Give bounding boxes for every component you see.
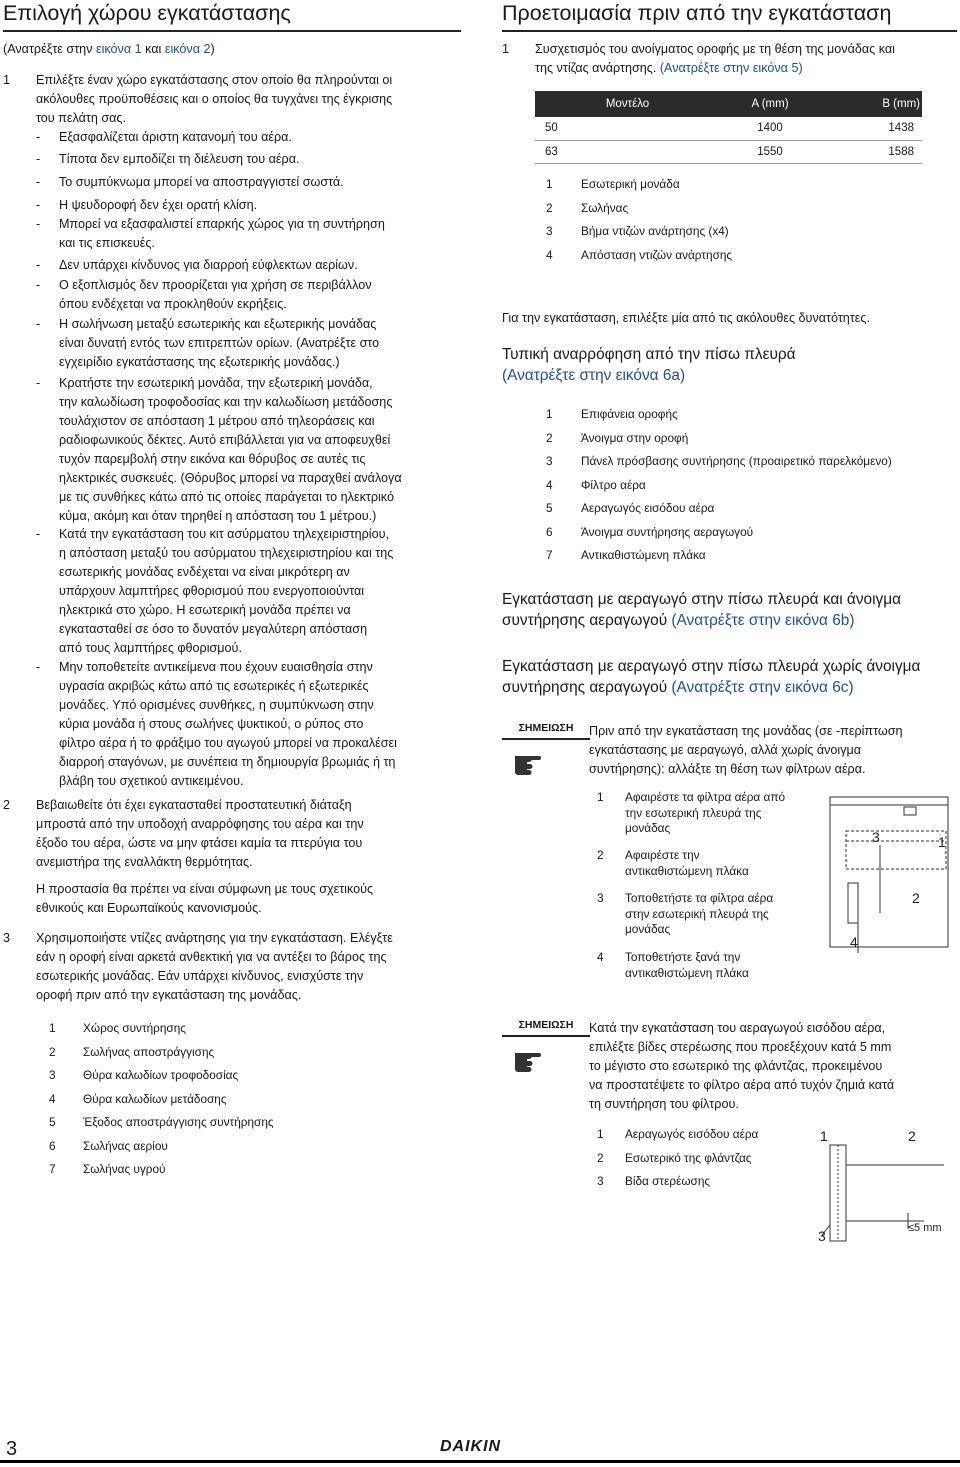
bullet-line: η απόσταση μεταξύ του ασύρματου τηλεχειριστηρίου και της bbox=[59, 546, 394, 560]
note-line: εγκατάστασης με αεραγωγό, αλλά χωρίς άνοιγμα bbox=[589, 743, 862, 757]
figure-6a-link[interactable]: (Ανατρέξτε στην εικόνα 6a) bbox=[502, 367, 686, 384]
step-line: Τοποθετήστε ξανά την bbox=[625, 950, 741, 964]
figure-callout: 1 bbox=[938, 834, 946, 850]
bullet-line: ηλεκτρικά στο χώρο. Η εσωτερική μονάδα πρέπει να bbox=[59, 603, 351, 617]
step-line: αντικαθιστώμενη πλάκα bbox=[625, 965, 749, 980]
item-2-line: Βεβαιωθείτε ότι έχει εγκατασταθεί προστατευτική διάταξη bbox=[36, 798, 352, 812]
legend-number: 6 bbox=[49, 1138, 56, 1153]
bullet-line: Τίποτα δεν εμποδίζει τη διέλευση του αέρα. bbox=[59, 152, 300, 166]
bullet-dash: - bbox=[36, 376, 41, 390]
note-1-text bbox=[589, 722, 957, 779]
figure-callout: 2 bbox=[912, 890, 920, 906]
item-number: 1 bbox=[3, 73, 11, 87]
item-number: 3 bbox=[3, 931, 11, 945]
legend-text: Αεραγωγός εισόδου αέρα bbox=[625, 1127, 759, 1141]
bullet-line: διαρροή σταγόνων, με συνέπεια τη δημιουργία βρωμιάς ή τη bbox=[59, 755, 396, 769]
option-duct-with-service-opening: Εγκατάσταση με αεραγωγό στην πίσω πλευρά και άνοιγμα συντήρησης αεραγωγού (Ανατρέξτε στην εικόνα 6b) bbox=[502, 591, 901, 629]
item-3-line: Χρησιμοποιήστε ντίζες ανάρτησης για την εγκατάσταση. Ελέγξτε bbox=[36, 931, 393, 945]
note-label: ΣΗΜΕΙΩΣΗ bbox=[502, 1019, 590, 1037]
legend-number: 7 bbox=[49, 1162, 56, 1176]
right-item-1-line: Συσχετισμός του ανοίγματος οροφής με τη θέση της μονάδας και bbox=[535, 42, 895, 56]
page-number: 3 bbox=[6, 1438, 18, 1460]
bullet-line: μονάδες. Υπό ορισμένες συνθήκες, η συμπύκνωση στην bbox=[59, 698, 374, 712]
legend-text: Φίλτρο αέρα bbox=[581, 477, 646, 492]
bullet-dash: - bbox=[36, 217, 41, 231]
legend-number: 2 bbox=[546, 200, 553, 215]
figure-callout: 2 bbox=[908, 1128, 916, 1144]
bullet-dash: - bbox=[36, 527, 41, 541]
legend-item bbox=[546, 474, 956, 498]
section-title-installation-site: Επιλογή χώρου εγκατάστασης bbox=[3, 0, 461, 32]
footer-rule bbox=[0, 1460, 960, 1463]
figure-1-link[interactable]: εικόνα 1 bbox=[95, 42, 142, 56]
figure-legend-left bbox=[49, 1017, 349, 1182]
note-2-legend bbox=[597, 1120, 797, 1191]
bullet-line: Μπορεί να εξασφαλιστεί επαρκής χώρος για τη συντήρηση bbox=[59, 217, 385, 231]
intro-reference: (Ανατρέξτε στην εικόνα 1 και εικόνα 2) bbox=[3, 42, 215, 56]
legend-item bbox=[546, 544, 956, 568]
bullet-line: ραδιοφωνικούς δέκτες. Αυτό επιβάλλεται για να αποφευχθεί bbox=[59, 433, 391, 447]
bullet-line: Εξασφαλίζεται άριστη κατανομή του αέρα. bbox=[59, 130, 292, 144]
legend-item bbox=[49, 1111, 349, 1135]
legend-item bbox=[546, 403, 956, 427]
note-line: επιλέξτε βίδες στερέωσης που προεξέχουν κατά 5 mm bbox=[589, 1040, 892, 1054]
legend-number: 4 bbox=[546, 477, 553, 492]
section-title-preparation: Προετοιμασία πριν από την εγκατάσταση bbox=[502, 0, 957, 32]
legend-text: Βίδα στερέωσης bbox=[625, 1174, 711, 1188]
legend-number: 5 bbox=[49, 1115, 56, 1129]
figure-callout: 3 bbox=[818, 1228, 826, 1244]
legend-item bbox=[546, 427, 956, 451]
legend-text: Σωλήνας αερίου bbox=[83, 1138, 168, 1153]
step-number: 2 bbox=[597, 848, 604, 862]
bullet-dash: - bbox=[36, 130, 41, 144]
note-2-text bbox=[589, 1019, 957, 1114]
legend-text: Πάνελ πρόσβασης συντήρησης (προαιρετικό παρελκόμενο) bbox=[581, 454, 892, 468]
pointing-hand-icon bbox=[512, 748, 542, 778]
figure-callout: 1 bbox=[820, 1128, 828, 1144]
legend-text: Σωλήνας αποστράγγισης bbox=[83, 1044, 215, 1059]
figure-6c-link[interactable]: (Ανατρέξτε στην εικόνα 6c) bbox=[671, 679, 854, 696]
legend-number: 2 bbox=[546, 430, 553, 445]
bullet-dash: - bbox=[36, 198, 41, 212]
flange-screw-figure bbox=[804, 1125, 958, 1245]
item-3-line: εσωτερικής μονάδας. Εάν υπάρχει κίνδυνος, ενισχύστε την bbox=[36, 969, 364, 983]
bullet-line: εγχειρίδιο εγκατάστασης της εξωτερικής μονάδας.) bbox=[59, 355, 340, 369]
item-number: 1 bbox=[502, 42, 510, 56]
item-2-regulations bbox=[36, 880, 461, 918]
legend-item bbox=[49, 1135, 349, 1159]
item-2-line: εθνικούς και Ευρωπαϊκούς κανονισμούς. bbox=[36, 901, 262, 915]
note-line: τη συντήρηση του φίλτρου. bbox=[589, 1097, 739, 1111]
legend-number: 7 bbox=[546, 548, 553, 562]
figure-6b-link[interactable]: (Ανατρέξτε στην εικόνα 6b) bbox=[671, 612, 855, 629]
note-label: ΣΗΜΕΙΩΣΗ bbox=[502, 722, 590, 740]
figure-callout: ≤5 mm bbox=[908, 1222, 942, 1234]
bullet-dash: - bbox=[36, 258, 41, 272]
legend-number: 2 bbox=[49, 1044, 56, 1059]
figure-callout: 4 bbox=[850, 934, 858, 950]
legend-number: 3 bbox=[49, 1068, 56, 1082]
legend-number: 1 bbox=[597, 1127, 604, 1141]
legend-text: Άνοιγμα στην οροφή bbox=[581, 430, 689, 445]
bullet-line: Δεν υπάρχει κίνδυνος για διαρροή εύφλεκτων αερίων. bbox=[59, 258, 358, 272]
legend-text: Απόσταση ντιζών ανάρτησης bbox=[581, 247, 733, 262]
column-header-model: Μοντέλο bbox=[535, 91, 720, 117]
legend-number: 3 bbox=[546, 454, 553, 468]
legend-text: Άνοιγμα συντήρησης αεραγωγού bbox=[581, 524, 754, 539]
step-number: 3 bbox=[597, 891, 604, 905]
legend-number: 4 bbox=[546, 247, 553, 262]
legend-number: 2 bbox=[597, 1150, 604, 1165]
bullet-dash: - bbox=[36, 175, 41, 189]
item-1-line: του πελάτη σας. bbox=[36, 111, 126, 125]
legend-number: 1 bbox=[546, 177, 553, 191]
legend-item bbox=[49, 1088, 349, 1112]
bullet-line: Η σωλήνωση μεταξύ εσωτερικής και εξωτερικής μονάδας bbox=[59, 317, 377, 331]
legend-text: Εσωτερική μονάδα bbox=[581, 177, 680, 191]
legend-text: Αντικαθιστώμενη πλάκα bbox=[581, 548, 706, 562]
step-line: στην εσωτερική πλευρά της bbox=[625, 906, 769, 921]
bullet-line: φίλτρο αέρα ή το φράξιμο του αγωγού μπορεί να προκαλέσει bbox=[59, 736, 397, 750]
bullet-line: ηλεκτρικές συσκευές. (Θόρυβος μπορεί να παραχθεί ανάλογα bbox=[59, 471, 402, 485]
bullet-line: την καλωδίωση τροφοδοσίας και την καλωδίωση μετάδοσης bbox=[59, 395, 393, 409]
legend-text: Βήμα ντιζών ανάρτησης (x4) bbox=[581, 224, 729, 238]
table-row: 63 1550 1588 bbox=[535, 140, 922, 163]
table-row: 50 1400 1438 bbox=[535, 117, 922, 140]
filter-relocation-figure bbox=[820, 793, 958, 963]
option-duct-without-service-opening: Εγκατάσταση με αεραγωγό στην πίσω πλευρά χωρίς άνοιγμα συντήρησης αεραγωγού (Ανατρέξτε στην εικόνα 6c) bbox=[502, 658, 921, 696]
bullet-dash: - bbox=[36, 278, 41, 292]
figure-callout: 3 bbox=[872, 829, 880, 845]
legend-text: Επιφάνεια οροφής bbox=[581, 407, 678, 421]
bullet-line: κύμα, ακόμη και όταν τηρηθεί η απόσταση του 1 μέτρου.) bbox=[59, 509, 377, 523]
table-header-row bbox=[535, 91, 922, 117]
note-line: συντήρησης): αλλάξτε τη θέση των φίλτρων αέρα. bbox=[589, 762, 866, 776]
legend-text: Χώρος συντήρησης bbox=[83, 1021, 186, 1035]
legend-item bbox=[49, 1041, 349, 1065]
legend-item bbox=[546, 497, 956, 521]
step-line: την εσωτερική πλευρά της bbox=[625, 805, 762, 820]
legend-item bbox=[597, 1167, 797, 1191]
note-line: Πριν από την εγκατάσταση της μονάδας (σε -περίπτωση bbox=[589, 724, 903, 738]
step-line: μονάδας bbox=[625, 922, 671, 936]
item-1-line: ακόλουθες προϋποθέσεις και ο οποίος θα τυγχάνει της έγκρισης bbox=[36, 92, 393, 106]
bullet-line: Κατά την εγκατάσταση του κιτ ασύρματου τηλεχειριστηρίου, bbox=[59, 527, 389, 541]
bullet-line: υπάρχουν λαμπτήρες φθορισμού που ενεργοποιούνται bbox=[59, 584, 365, 598]
step-number: 1 bbox=[597, 790, 604, 804]
bullet-line: τυχόν παρεμβολή στην εικόνα και θόρυβος σε αυτές τις bbox=[59, 452, 366, 466]
legend-text: Θύρα καλωδίων μετάδοσης bbox=[83, 1091, 227, 1106]
right-column bbox=[502, 0, 957, 32]
note-line: Κατά την εγκατάσταση του αεραγωγού εισόδου αέρα, bbox=[589, 1021, 886, 1035]
legend-number: 1 bbox=[49, 1021, 56, 1035]
legend-text: Θύρα καλωδίων τροφοδοσίας bbox=[83, 1068, 239, 1082]
note-line: να προστατέψετε το φίλτρο αέρα από τυχόν ζημιά κατά bbox=[589, 1078, 895, 1092]
note-2 bbox=[502, 1019, 590, 1080]
bullet-line: εγκατασταθεί σε όσο το δυνατόν μεγαλύτερη απόσταση bbox=[59, 622, 368, 636]
figure-2-link[interactable]: εικόνα 2 bbox=[164, 42, 211, 56]
step-line: Αφαιρέστε την bbox=[625, 848, 700, 862]
legend-number: 6 bbox=[546, 524, 553, 539]
bullet-line: εσωτερικής μονάδας ενδέχεται να είναι μικρότερη αν bbox=[59, 565, 350, 579]
bullet-dash: - bbox=[36, 660, 41, 674]
legend-text: Σωλήνας υγρού bbox=[83, 1162, 166, 1176]
legend-number: 4 bbox=[49, 1091, 56, 1106]
legend-text: Σωλήνας bbox=[581, 200, 629, 215]
figure-6a-legend bbox=[546, 403, 956, 568]
bullet-line: υγρασία ακριβώς κάτω από τις εσωτερικές ή εξωτερικές bbox=[59, 679, 369, 693]
bullet-line: όπου ενδέχεται να προκληθούν εκρήξεις. bbox=[59, 297, 287, 311]
step-number: 4 bbox=[597, 950, 604, 964]
item-2-line: μπροστά από την υποδοχή αναρρόφησης του αέρα και την bbox=[36, 817, 364, 831]
bullet-line: με τις συνθήκες κάτω από τις οποίες παράγεται το ηλεκτρικό bbox=[59, 490, 394, 504]
bullet-line: τουλάχιστον σε απόσταση 1 μέτρου από τηλεοράσεις και bbox=[59, 414, 375, 428]
left-column bbox=[3, 0, 461, 32]
item-number: 2 bbox=[3, 798, 11, 812]
option-standard-rear-suction: Τυπική αναρρόφηση από την πίσω πλευρά (Ανατρέξτε στην εικόνα 6a) bbox=[502, 344, 957, 386]
item-3-line: οροφή πριν από την εγκατάσταση της μονάδας. bbox=[36, 988, 302, 1002]
legend-number: 1 bbox=[546, 407, 553, 421]
bullet-line: βλάβη του σχετικού αντικειμένου. bbox=[59, 774, 244, 788]
legend-item bbox=[49, 1064, 349, 1088]
item-2-line: ανεμιστήρα της εναλλάκτη θερμότητας. bbox=[36, 855, 253, 869]
installation-options-text: Για την εγκατάσταση, επιλέξτε μία από τις ακόλουθες δυνατότητες. bbox=[502, 311, 870, 325]
legend-number: 5 bbox=[546, 501, 553, 515]
bullet-dash: - bbox=[36, 317, 41, 331]
figure-5-legend bbox=[546, 173, 926, 267]
model-dimensions-table bbox=[535, 91, 922, 164]
legend-text: Αεραγωγός εισόδου αέρα bbox=[581, 501, 715, 515]
legend-item bbox=[546, 220, 926, 244]
legend-item bbox=[546, 173, 926, 197]
legend-item bbox=[597, 1144, 797, 1168]
step-line: μονάδας bbox=[625, 821, 671, 835]
legend-item bbox=[49, 1158, 349, 1182]
figure-5-link[interactable]: (Ανατρέξτε στην εικόνα 5) bbox=[659, 61, 803, 75]
bullet-line: Η ψευδοροφή δεν έχει ορατή κλίση. bbox=[59, 198, 258, 212]
legend-text: Έξοδος αποστράγγισης συντήρησης bbox=[83, 1115, 274, 1129]
item-3-line: εάν η οροφή είναι αρκετά ανθεκτική για να αντέξει το βάρος της bbox=[36, 950, 387, 964]
bullet-dash: - bbox=[36, 152, 41, 166]
step-line: Τοποθετήστε τα φίλτρα αέρα bbox=[625, 891, 774, 905]
note-1 bbox=[502, 722, 590, 783]
bullet-line: είναι δυνατή εντός των επιτρεπτών ορίων. (Ανατρέξτε στο bbox=[59, 336, 380, 350]
daikin-logo: DAIKIN bbox=[440, 1438, 502, 1455]
item-2-line: έξοδο του αέρα, ώστε να μην φτάσει καμία τα πτερύγια του bbox=[36, 836, 363, 850]
legend-number: 3 bbox=[546, 224, 553, 238]
legend-item bbox=[597, 1120, 797, 1144]
step-line: Αφαιρέστε τα φίλτρα αέρα από bbox=[625, 790, 786, 804]
legend-item bbox=[546, 521, 956, 545]
bullet-line: Μην τοποθετείτε αντικείμενα που έχουν ευαισθησία στην bbox=[59, 660, 373, 674]
column-header-b: B (mm) bbox=[820, 91, 922, 117]
column-header-a: A (mm) bbox=[720, 91, 820, 117]
legend-item bbox=[546, 450, 956, 474]
pointing-hand-icon bbox=[512, 1045, 542, 1075]
bullet-line: Κρατήστε την εσωτερική μονάδα, την εξωτερική μονάδα, bbox=[59, 376, 373, 390]
legend-item bbox=[546, 197, 926, 221]
note-line: το μέγιστο στο εσωτερικό της φλάντζας, προκειμένου bbox=[589, 1059, 883, 1073]
legend-item bbox=[49, 1017, 349, 1041]
item-1-line: Επιλέξτε έναν χώρο εγκατάστασης στον οποίο θα πληρούνται οι bbox=[36, 73, 393, 87]
item-2-line: Η προστασία θα πρέπει να είναι σύμφωνη με τους σχετικούς bbox=[36, 882, 374, 896]
bullet-line: και τις επισκευές. bbox=[59, 236, 155, 250]
legend-text: Εσωτερικό της φλάντζας bbox=[625, 1150, 752, 1165]
bullet-line: από τους λαμπτήρες φθορισμού. bbox=[59, 641, 242, 655]
step-line: αντικαθιστώμενη πλάκα bbox=[625, 863, 749, 878]
bullet-line: κύρια μονάδα ή στους σωλήνες ψυκτικού, ο ρύπος στο bbox=[59, 717, 364, 731]
legend-item bbox=[546, 244, 926, 268]
bullet-line: Το συμπύκνωμα μπορεί να αποστραγγιστεί σωστά. bbox=[59, 175, 344, 189]
legend-number: 3 bbox=[597, 1174, 604, 1188]
bullet-line: Ο εξοπλισμός δεν προορίζεται για χρήση σε περιβάλλον bbox=[59, 278, 372, 292]
